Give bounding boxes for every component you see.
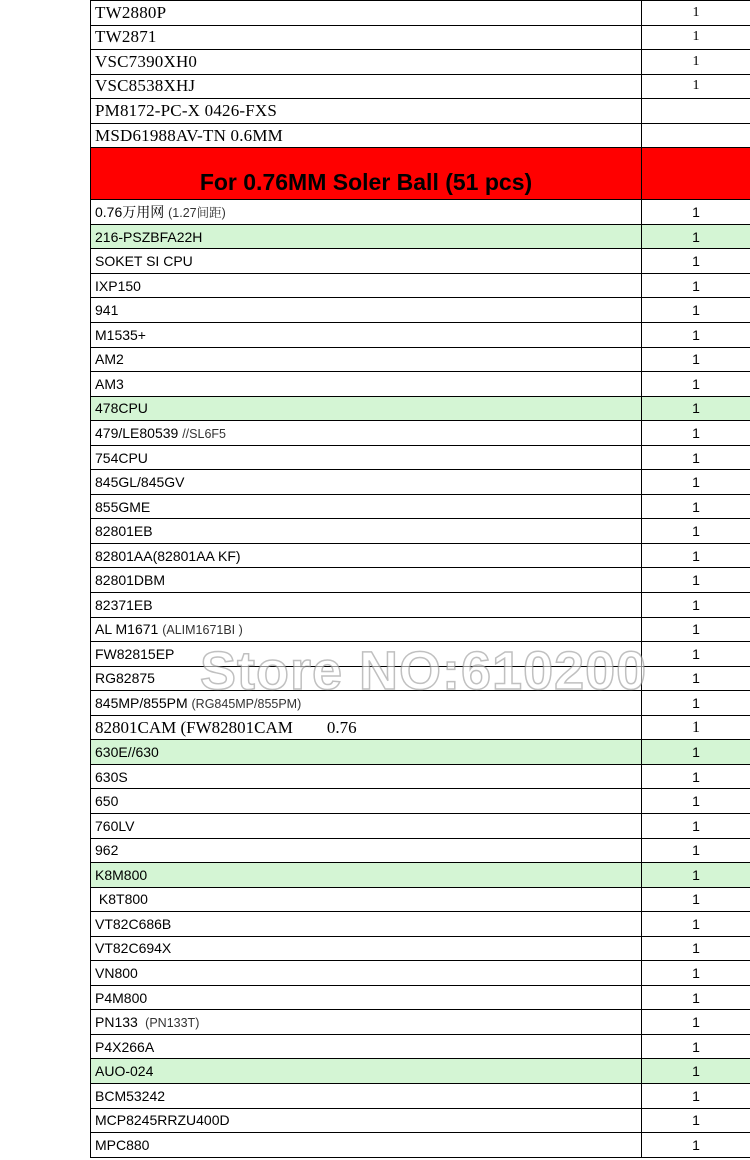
quantity-cell: 1	[642, 347, 750, 372]
part-name: 82801EB	[95, 523, 153, 540]
store-watermark: Store NO:610200	[200, 641, 648, 701]
quantity-cell: 1	[642, 1010, 750, 1035]
table-row	[91, 99, 750, 124]
section-header-row	[91, 148, 750, 200]
part-name-cell	[91, 936, 642, 961]
part-name-cell	[91, 642, 642, 667]
part-name-cell	[91, 1083, 642, 1108]
table-row	[91, 740, 750, 765]
part-name-cell	[91, 691, 642, 716]
parts-table	[90, 0, 750, 1158]
table-row	[91, 1034, 750, 1059]
part-name-cell	[91, 323, 642, 348]
quantity-cell: 1	[642, 1034, 750, 1059]
table-row	[91, 323, 750, 348]
part-name: RG82875	[95, 670, 155, 687]
table-row	[91, 1, 750, 26]
part-name-cell	[91, 1108, 642, 1133]
part-name: AUO-024	[95, 1063, 154, 1080]
part-name-cell	[91, 912, 642, 937]
quantity-cell: 1	[642, 838, 750, 863]
quantity-cell: 1	[642, 666, 750, 691]
quantity-cell: 1	[642, 25, 750, 50]
part-name-cell	[91, 1034, 642, 1059]
part-name-cell	[91, 813, 642, 838]
table-row	[91, 691, 750, 716]
table-row	[91, 347, 750, 372]
quantity-cell: 1	[642, 249, 750, 274]
part-name-cell	[91, 1010, 642, 1035]
part-name: 855GME	[95, 498, 151, 515]
quantity-cell: 1	[642, 789, 750, 814]
table-row	[91, 445, 750, 470]
part-name-cell	[91, 273, 642, 298]
part-name-cell	[91, 617, 642, 642]
part-name-cell	[91, 1133, 642, 1158]
table-row	[91, 543, 750, 568]
part-name-cell	[91, 887, 642, 912]
quantity-cell: 1	[642, 323, 750, 348]
quantity-cell: 1	[642, 372, 750, 397]
quantity-cell: 1	[642, 1083, 750, 1108]
part-name-cell	[91, 396, 642, 421]
part-name-cell	[91, 372, 642, 397]
part-note: //SL6F5	[182, 426, 226, 441]
table-row	[91, 372, 750, 397]
part-name: MPC880	[95, 1136, 150, 1153]
part-name-cell: TW2871	[91, 25, 642, 50]
table-row	[91, 224, 750, 249]
part-name: 216-PSZBFA22H	[95, 228, 203, 245]
table-row	[91, 593, 750, 618]
quantity-cell: 1	[642, 1108, 750, 1133]
quantity-cell: 1	[642, 396, 750, 421]
quantity-cell: 1	[642, 1, 750, 26]
section-header-qty	[642, 148, 750, 200]
quantity-cell: 1	[642, 691, 750, 716]
part-name: 962	[95, 842, 119, 859]
part-name: 650	[95, 793, 119, 810]
quantity-cell: 1	[642, 715, 750, 740]
part-name-cell	[91, 961, 642, 986]
part-name-cell: MSD61988AV-TN 0.6MM	[91, 123, 642, 148]
part-name: AM3	[95, 375, 124, 392]
quantity-cell	[642, 99, 750, 124]
quantity-cell: 1	[642, 642, 750, 667]
quantity-cell: 1	[642, 863, 750, 888]
quantity-cell: 1	[642, 543, 750, 568]
quantity-cell	[642, 123, 750, 148]
quantity-cell: 1	[642, 593, 750, 618]
part-name-cell	[91, 249, 642, 274]
part-name: K8M800	[95, 866, 148, 883]
part-name: 82801CAM	[95, 717, 177, 737]
part-note: (FW82801CAM 0.76	[180, 717, 357, 737]
part-name: 941	[95, 302, 119, 319]
table-row	[91, 715, 750, 740]
part-name: 479/LE80539	[95, 424, 179, 441]
table-row	[91, 961, 750, 986]
quantity-cell: 1	[642, 764, 750, 789]
table-row	[91, 985, 750, 1010]
quantity-cell: 1	[642, 1059, 750, 1084]
table-row	[91, 789, 750, 814]
part-name-cell	[91, 863, 642, 888]
quantity-cell: 1	[642, 445, 750, 470]
part-name-cell	[91, 200, 642, 225]
quantity-cell: 1	[642, 740, 750, 765]
table-row	[91, 1059, 750, 1084]
part-name-cell	[91, 764, 642, 789]
quantity-cell: 1	[642, 273, 750, 298]
table-row	[91, 1083, 750, 1108]
part-name-cell	[91, 838, 642, 863]
quantity-cell: 1	[642, 494, 750, 519]
quantity-cell: 1	[642, 961, 750, 986]
table-row	[91, 887, 750, 912]
part-name: 82801DBM	[95, 572, 166, 589]
table-row	[91, 123, 750, 148]
quantity-cell: 1	[642, 813, 750, 838]
table-row	[91, 1010, 750, 1035]
part-name: BCM53242	[95, 1087, 166, 1104]
quantity-cell: 1	[642, 298, 750, 323]
table-row	[91, 764, 750, 789]
part-name: 630E//630	[95, 744, 159, 761]
part-name: 630S	[95, 768, 128, 785]
table-row	[91, 273, 750, 298]
table-row	[91, 642, 750, 667]
section-header-title: For 0.76MM Soler Ball (51 pcs)	[91, 148, 642, 200]
part-name-cell	[91, 666, 642, 691]
part-note: (ALIM1671BI )	[162, 623, 243, 638]
quantity-cell: 1	[642, 470, 750, 495]
part-name-cell: TW2880P	[91, 1, 642, 26]
part-name: 760LV	[95, 817, 135, 834]
part-name-cell: VSC7390XH0	[91, 50, 642, 75]
table-row	[91, 666, 750, 691]
quantity-cell: 1	[642, 985, 750, 1010]
part-name-cell	[91, 494, 642, 519]
table-row	[91, 396, 750, 421]
part-note: (1.27间距)	[168, 206, 226, 221]
part-name: 845MP/855PM	[95, 694, 188, 711]
part-name-cell	[91, 347, 642, 372]
quantity-cell: 1	[642, 912, 750, 937]
part-name: 82801AA(82801AA KF)	[95, 547, 241, 564]
part-name: M1535+	[95, 326, 146, 343]
table-row	[91, 813, 750, 838]
quantity-cell: 1	[642, 519, 750, 544]
part-name: P4M800	[95, 989, 148, 1006]
table-row	[91, 617, 750, 642]
part-name-cell	[91, 421, 642, 446]
quantity-cell: 1	[642, 200, 750, 225]
part-name-cell	[91, 593, 642, 618]
part-name: VT82C686B	[95, 915, 172, 932]
part-name: VN800	[95, 965, 138, 981]
part-name-cell	[91, 470, 642, 495]
quantity-cell: 1	[642, 421, 750, 446]
part-name-cell	[91, 568, 642, 593]
part-name: 754CPU	[95, 449, 148, 466]
part-name: K8T800	[95, 891, 148, 908]
part-name-cell	[91, 519, 642, 544]
part-name-cell: PM8172-PC-X 0426-FXS	[91, 99, 642, 124]
part-name-cell	[91, 985, 642, 1010]
part-name-cell	[91, 715, 642, 740]
part-name: 845GL/845GV	[95, 474, 185, 491]
part-name-cell	[91, 789, 642, 814]
quantity-cell: 1	[642, 617, 750, 642]
quantity-cell: 1	[642, 50, 750, 75]
table-row	[91, 1133, 750, 1158]
part-name-cell	[91, 298, 642, 323]
quantity-cell: 1	[642, 936, 750, 961]
part-name: AM2	[95, 351, 124, 368]
part-name: PN133	[95, 1014, 138, 1031]
table-row	[91, 74, 750, 99]
table-row	[91, 249, 750, 274]
part-name: 82371EB	[95, 596, 153, 613]
table-row	[91, 298, 750, 323]
table-row	[91, 568, 750, 593]
part-name-cell	[91, 445, 642, 470]
table-row	[91, 470, 750, 495]
table-row	[91, 519, 750, 544]
part-name: AL M1671	[95, 621, 159, 638]
part-name: FW82815EP	[95, 645, 175, 662]
part-name-cell	[91, 543, 642, 568]
part-name: P4X266A	[95, 1038, 155, 1055]
part-name: 478CPU	[95, 400, 148, 417]
part-name-cell	[91, 740, 642, 765]
part-name-cell	[91, 1059, 642, 1084]
table-row	[91, 50, 750, 75]
table-row	[91, 200, 750, 225]
part-note: (RG845MP/855PM)	[191, 696, 302, 711]
part-name: MCP8245RRZU400D	[95, 1112, 230, 1129]
table-row	[91, 1108, 750, 1133]
quantity-cell: 1	[642, 74, 750, 99]
table-row	[91, 912, 750, 937]
quantity-cell: 1	[642, 568, 750, 593]
table-row	[91, 25, 750, 50]
part-name: SOKET SI CPU	[95, 253, 193, 270]
parts-table-body	[91, 1, 750, 1158]
table-row	[91, 863, 750, 888]
table-row	[91, 421, 750, 446]
part-name: IXP150	[95, 277, 141, 294]
part-name-cell	[91, 224, 642, 249]
part-name: 0.76万用网	[95, 204, 165, 221]
quantity-cell: 1	[642, 224, 750, 249]
quantity-cell: 1	[642, 887, 750, 912]
part-name: VT82C694X	[95, 940, 172, 957]
table-row	[91, 936, 750, 961]
part-note: (PN133T)	[141, 1016, 200, 1031]
part-name-cell: VSC8538XHJ	[91, 74, 642, 99]
quantity-cell: 1	[642, 1133, 750, 1158]
table-row	[91, 838, 750, 863]
table-row	[91, 494, 750, 519]
